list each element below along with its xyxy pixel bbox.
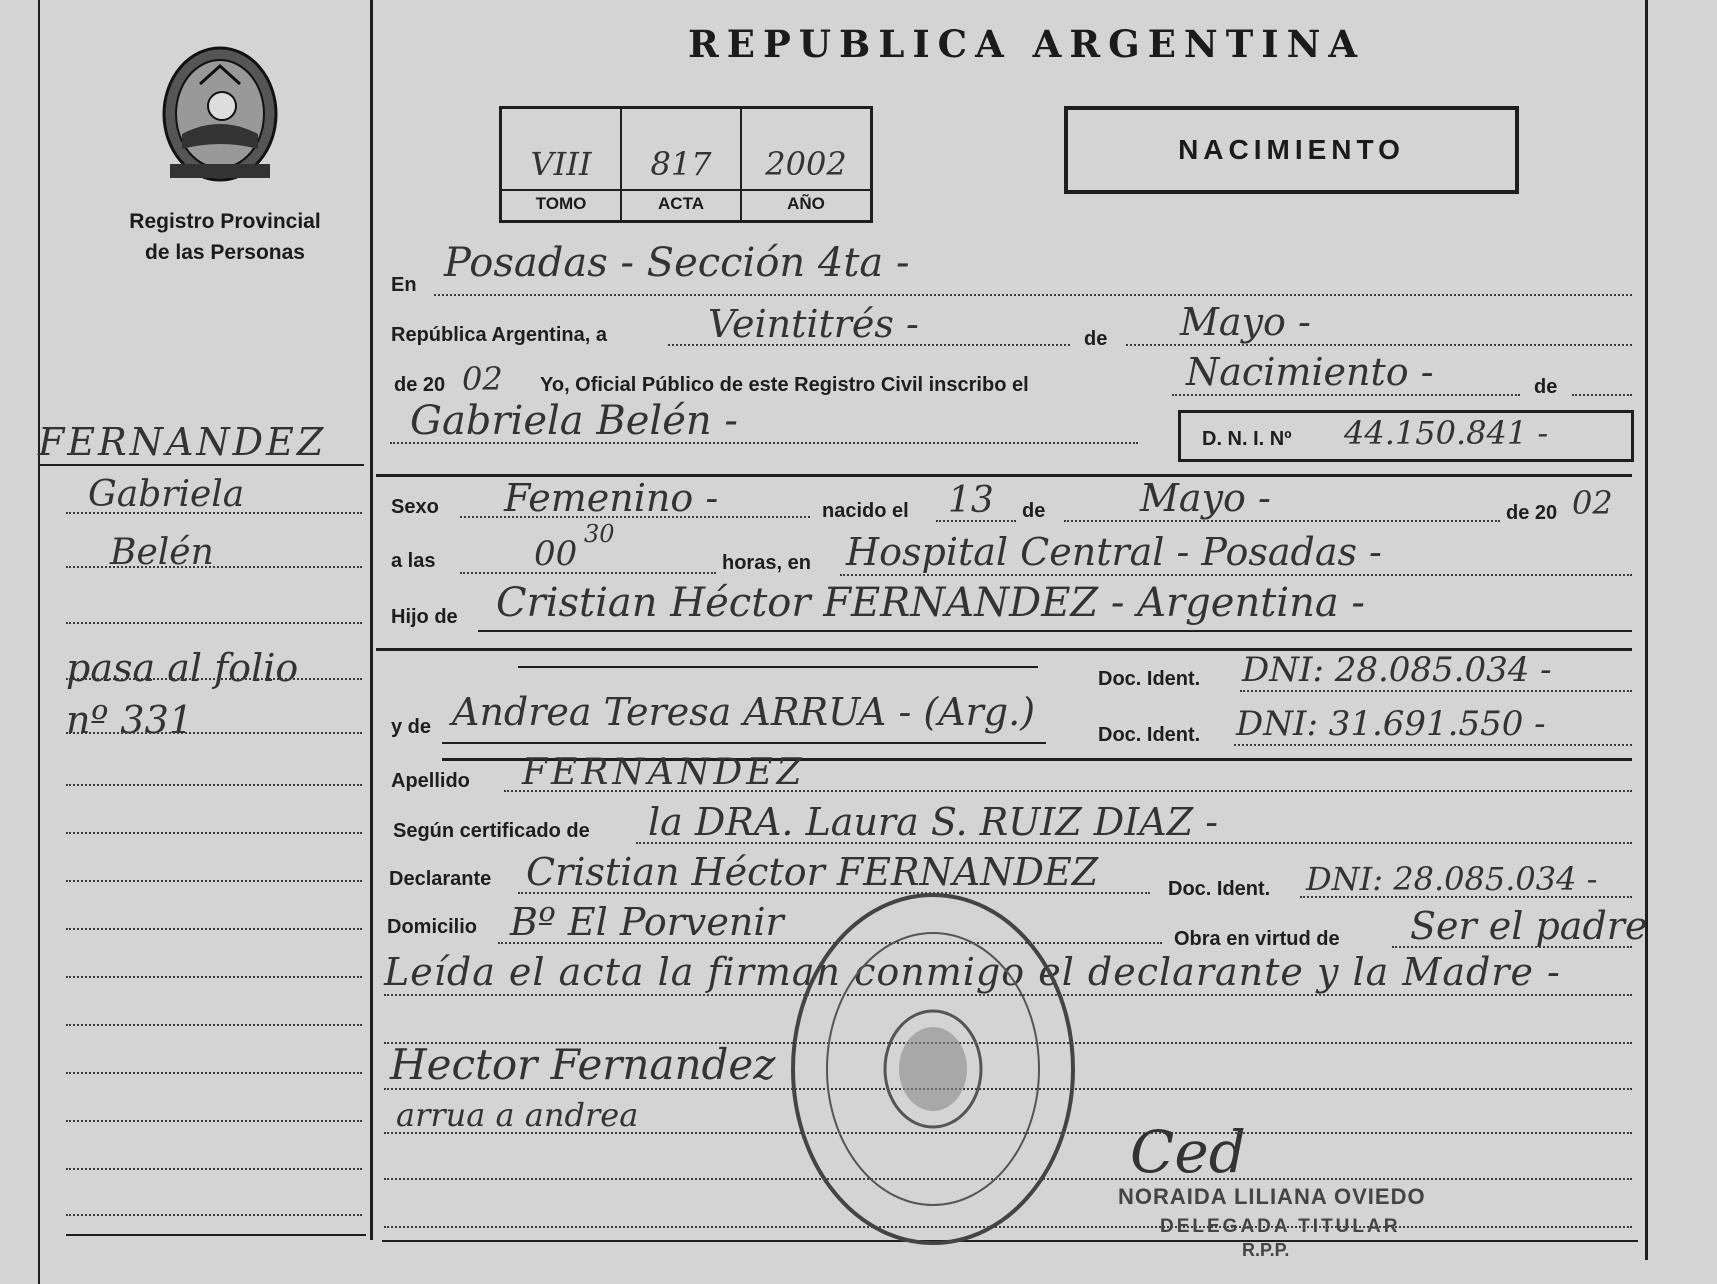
declarante-doc-label: Doc. Ident. [1168,878,1271,900]
de20-label: de 20 [394,374,446,396]
year-value: 02 [462,360,503,398]
nacido-dia-line [936,520,1016,522]
nombre-line [390,442,1138,444]
document-title: REPUBLICA ARGENTINA [688,22,1366,66]
registry-name-line2: de las Personas [145,241,305,264]
acto-line [1172,394,1520,396]
alas-label: a las [391,550,436,572]
segun-label: Según certificado de [393,820,590,842]
margin-line [66,1072,362,1074]
officer-org: R.P.P. [1242,1240,1290,1260]
ano-label: AÑO [787,194,825,213]
margin-line [66,566,362,568]
margin-note-line1: pasa al folio [66,646,299,690]
inscribo-label: Yo, Oficial Público de este Registro Civil inscribo el [540,374,1029,396]
mes-value: Mayo - [1180,300,1311,344]
dia-line [668,344,1070,346]
nombre-value: Gabriela Belén - [410,398,738,444]
official-stamp [786,888,1080,1250]
minutos-value: 30 [584,520,615,548]
madre-line [442,742,1046,744]
ano-cell [742,109,870,220]
margin-surname-rule [38,464,364,466]
padre-value: Cristian Héctor FERNANDEZ - Argentina - [496,580,1365,626]
nacido-mes: Mayo - [1140,476,1271,520]
lugar-line [840,574,1632,576]
ano-value: 2002 [765,145,847,183]
column-divider [370,0,373,1240]
declarante-value: Cristian Héctor FERNANDEZ [526,850,1099,894]
yde-label: y de [391,716,432,738]
acta-value: 817 [650,145,712,183]
de-line [1572,394,1632,396]
margin-line [66,512,362,514]
tomo-label: TOMO [535,194,587,213]
de20-label-2: de 20 [1506,502,1558,524]
domicilio-value: Bº El Porvenir [510,900,784,944]
madre-doc: DNI: 31.691.550 - [1236,704,1546,744]
margin-line [66,928,362,930]
margin-first-name: Gabriela [88,474,245,515]
sexo-value: Femenino - [504,476,719,520]
margin-line [66,732,362,734]
madre-doc-label: Doc. Ident. [1098,724,1201,746]
acto-value: Nacimiento - [1186,350,1434,394]
hijo-label: Hijo de [391,606,458,628]
apellido-line [504,790,1632,792]
acta-label: ACTA [658,194,704,213]
en-line [434,294,1632,296]
dia-value: Veintitrés - [708,302,919,346]
tomo-value: VIII [530,145,592,183]
horas-en-label: horas, en [722,552,811,574]
domicilio-label: Domicilio [387,916,478,938]
sexo-line [460,516,810,518]
registry-name-line1: Registro Provincial [129,210,321,233]
left-margin-border [38,0,40,1284]
margin-line [66,1024,362,1026]
acta-cell [622,109,742,220]
certificado-line [636,842,1632,844]
margin-line [66,880,362,882]
sexo-label: Sexo [391,496,439,518]
hora-value: 00 [534,534,578,574]
hora-line [460,572,716,574]
leida-text: Leída el acta la firman conmigo el declarante y la Madre - [384,950,1561,994]
certificado-value: la DRA. Laura S. RUIZ DIAZ - [648,800,1219,844]
right-border [1645,0,1648,1260]
margin-line [66,832,362,834]
dni-value: 44.150.841 - [1344,414,1549,452]
margin-line [66,784,362,786]
padre-doc-line [1240,690,1632,692]
officer-signature: Ced [1130,1118,1246,1186]
apellido-value: FERNANDEZ [522,752,806,793]
apellido-label: Apellido [391,770,470,792]
nacido-mes-line [1064,520,1500,522]
mes-line [1126,344,1632,346]
lugar-value: Hospital Central - Posadas - [846,530,1382,574]
declarante-doc: DNI: 28.085.034 - [1306,860,1598,898]
de-label: de [1084,328,1108,350]
en-label: En [391,274,417,296]
officer-name: NORAIDA LILIANA OVIEDO [1118,1184,1426,1209]
firma-madre: arrua a andrea [396,1096,639,1134]
margin-line [66,678,362,680]
padre-doc: DNI: 28.085.034 - [1242,650,1552,690]
margin-line [66,622,362,624]
madre-value: Andrea Teresa ARRUA - (Arg.) [452,690,1036,734]
margin-line [66,1214,362,1216]
extra-line [518,666,1038,668]
declarante-doc-line [1300,896,1632,898]
margin-line [66,1120,362,1122]
nacido-label: nacido el [822,500,909,522]
padre-line [478,630,1632,632]
record-type-box: NACIMIENTO [1064,106,1519,194]
firma-padre: Hector Fernandez [390,1040,776,1089]
nacido-year: 02 [1572,484,1613,522]
dni-label: D. N. I. Nº [1202,428,1292,450]
margin-note-line2: nº 331 [66,698,193,742]
margin-bottom-line [66,1234,366,1236]
registry-name [100,206,350,268]
province-seal-logo [160,44,280,184]
de-label-2: de [1534,376,1558,398]
margin-line [66,1168,362,1170]
en-value: Posadas - Sección 4ta - [444,240,910,286]
officer-title: DELEGADA TITULAR [1160,1216,1401,1237]
obra-value: Ser el padre [1410,904,1648,948]
margin-middle-name: Belén [110,532,214,573]
nacido-dia: 13 [948,480,994,521]
margin-line [66,976,362,978]
obra-line [1392,946,1632,948]
margin-surname: FERNANDEZ [38,420,327,464]
padre-doc-label: Doc. Ident. [1098,668,1201,690]
registry-table [499,106,873,223]
declarante-label: Declarante [389,868,492,890]
republica-label: República Argentina, a [391,324,607,346]
madre-doc-line [1234,744,1632,746]
tomo-cell [502,109,622,220]
obra-label: Obra en virtud de [1174,928,1340,950]
de-label-3: de [1022,500,1046,522]
